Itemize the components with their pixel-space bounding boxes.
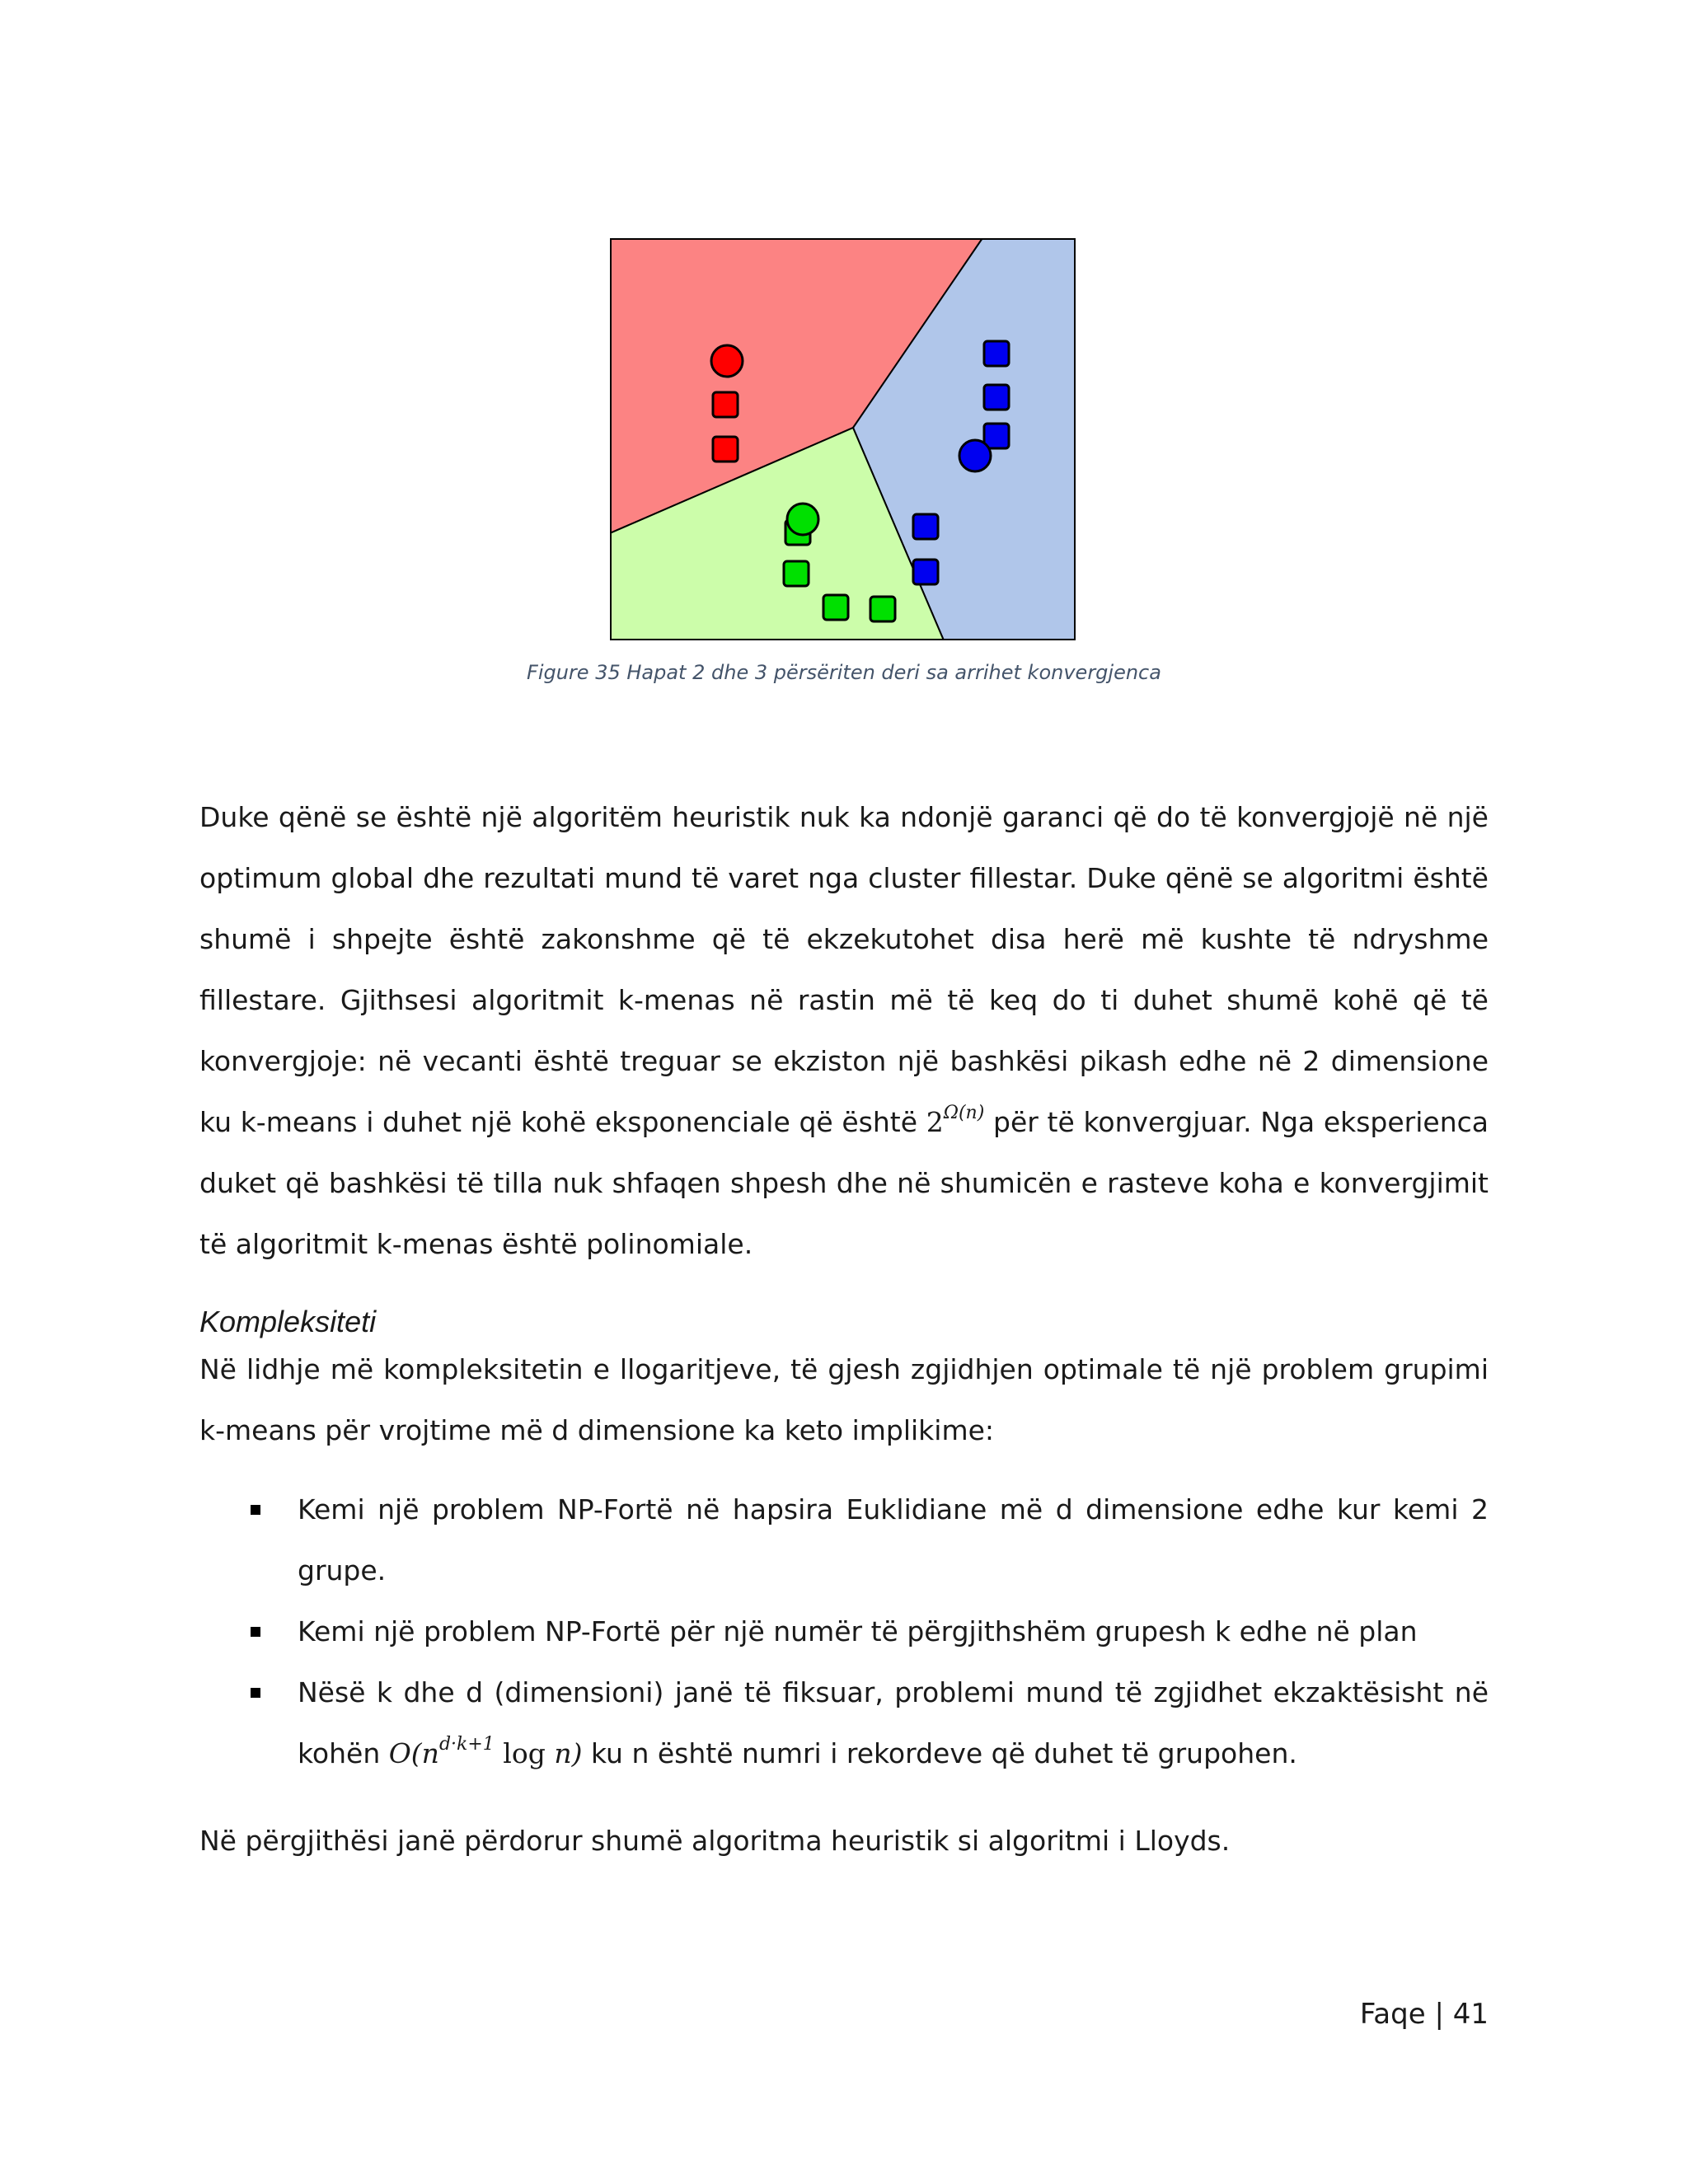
list-item bbox=[199, 1479, 1489, 1601]
paragraph-text: për të konvergjuar. Nga eksperienca duket që bashkësi të tilla nuk shfaqen shpesh dhe në shumicën e rasteve koha e konvergjimit të algoritmit k-menas është polinomiale. bbox=[199, 1106, 1489, 1260]
red-centroid bbox=[711, 345, 743, 377]
green-square-point bbox=[870, 597, 895, 621]
list-item bbox=[199, 1662, 1489, 1784]
footer-label: Faqe bbox=[1359, 1998, 1426, 2031]
page-number: 41 bbox=[1452, 1998, 1489, 2031]
formula-part: O(n bbox=[388, 1737, 439, 1769]
green-centroid bbox=[787, 504, 818, 535]
paragraph-heuristics: Në përgjithësi janë përdorur shumë algoritma heuristik si algoritmi i Lloyds. bbox=[199, 1825, 1231, 1857]
list-item bbox=[199, 1601, 1489, 1662]
formula-exponent: d·k+1 bbox=[438, 1734, 495, 1755]
list-item-text: Kemi një problem NP-Fortë në hapsira Euklidiane më d dimensione edhe kur kemi 2 grupe. bbox=[298, 1493, 1489, 1586]
list-item-text: ku n është numri i rekordeve që duhet të grupohen. bbox=[582, 1737, 1297, 1769]
green-square-point bbox=[784, 561, 809, 586]
paragraph-text: Duke qënë se është një algoritëm heuristik nuk ka ndonjë garanci që do të konvergjojë në një optimum global dhe rezultati mund të varet nga cluster fillestar. Duke qënë se algoritmi është shumë i shpejte është zakonshme që të ekzekutohet disa herë më kushte të ndryshme fillestare. Gjithsesi algoritmit k-menas në rastin më të keq do ti duhet shumë kohë që të konvergjoje: në vecanti është treguar se ekziston një bashkësi pikash edhe në 2 dimensione ku k-means i duhet një kohë eksponenciale që është bbox=[199, 801, 1489, 1138]
page-footer bbox=[1360, 1996, 1489, 2032]
section-heading: Kompleksiteti bbox=[199, 1305, 377, 1338]
list-item-text: Kemi një problem NP-Fortë për një numër të përgjithshëm grupesh k edhe në plan bbox=[298, 1615, 1418, 1647]
green-square-point bbox=[823, 595, 848, 620]
blue-centroid bbox=[959, 440, 991, 471]
blue-square-point bbox=[984, 341, 1009, 366]
paragraph-complexity: Në lidhje më kompleksitetin e llogaritjeve, të gjesh zgjidhjen optimale të një problem grupimi k-means për vrojtime më d dimensione ka keto implikime: bbox=[199, 1353, 1489, 1446]
bullet-icon bbox=[251, 1688, 260, 1698]
formula-part: n) bbox=[554, 1737, 583, 1769]
figure-caption: Figure 35 Hapat 2 dhe 3 përsëriten deri sa arrihet konvergjenca bbox=[527, 661, 1161, 684]
blue-square-point bbox=[913, 514, 938, 539]
paragraph-convergence bbox=[199, 787, 1489, 1275]
footer-separator: | bbox=[1434, 1998, 1444, 2031]
bullet-list bbox=[199, 1479, 1489, 1784]
blue-square-point bbox=[913, 560, 938, 584]
red-square-point bbox=[713, 437, 738, 462]
bullet-icon bbox=[251, 1627, 260, 1637]
voronoi-diagram bbox=[610, 238, 1076, 640]
formula-base: 2 bbox=[926, 1106, 944, 1138]
complexity-formula bbox=[388, 1734, 583, 1769]
bullet-icon bbox=[251, 1505, 260, 1515]
blue-square-point bbox=[984, 385, 1009, 410]
formula-exponent: Ω(n) bbox=[943, 1103, 985, 1123]
list-item-text: Nësë k dhe d (dimensioni) janë të fiksuar, problemi mund të zgjidhet ekzaktësisht në kohën bbox=[298, 1676, 1489, 1769]
formula-log: log bbox=[494, 1737, 555, 1769]
red-square-point bbox=[713, 392, 738, 417]
exponential-formula bbox=[926, 1103, 985, 1138]
kmeans-figure bbox=[610, 238, 1076, 640]
blue-square-point bbox=[984, 424, 1009, 448]
